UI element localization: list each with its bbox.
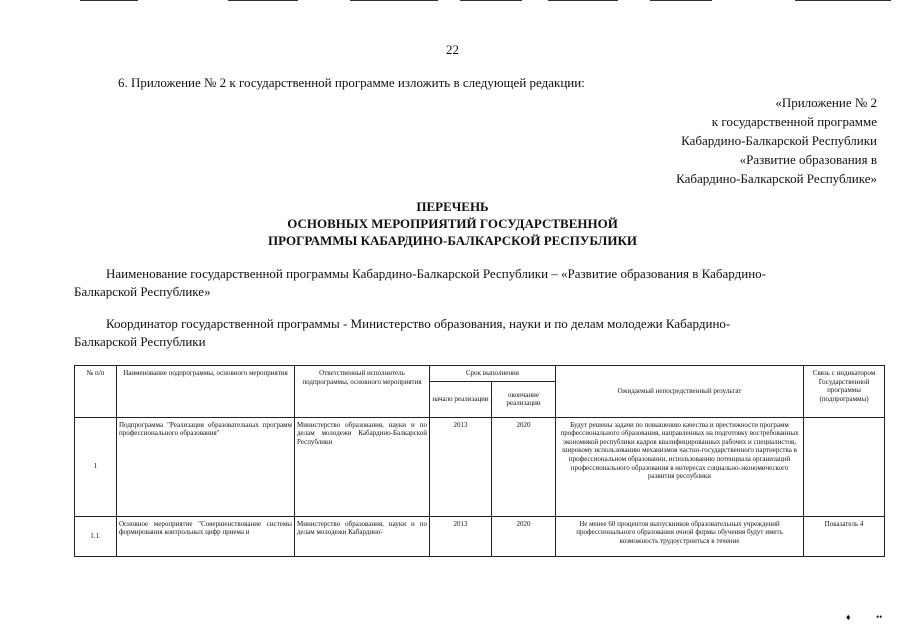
cell-link: Показатель 4 [804, 516, 885, 556]
cell-start: 2013 [430, 516, 492, 556]
program-name-line: Наименование государственной программы Кабардино-Балкарской Республики – «Развитие образования в Кабардино- [106, 266, 766, 281]
cell-result: Не менее 60 процентов выпускников образовательных учреждений профессионального образования очной формы обучения будут иметь возможность трудоустроиться в течение [556, 516, 804, 556]
cell-start: 2013 [430, 417, 492, 516]
scan-artifact-line [460, 0, 522, 1]
scan-mark: •• [876, 612, 883, 622]
table-row [75, 516, 885, 556]
cell-name: Подпрограмма "Реализация образовательных программ профессионального образования" [117, 417, 295, 516]
coordinator-line: Балкарской Республики [74, 334, 206, 349]
table-header-row [75, 366, 885, 382]
annex-line: «Приложение № 2 [775, 95, 877, 110]
intro-paragraph: 6. Приложение № 2 к государственной программе изложить в следующей редакции: [118, 75, 585, 90]
cell-num: 1 [75, 417, 117, 516]
header-start: начало реализации [430, 381, 492, 417]
annex-line: Кабардино-Балкарской Республики [681, 133, 877, 148]
cell-name: Основное мероприятие "Совершенствование системы формирования контрольных цифр приема и [117, 516, 295, 556]
scan-artifact-line [228, 0, 298, 1]
annex-header [676, 93, 877, 188]
program-name-line: Балкарской Республике» [74, 284, 211, 299]
header-num: № п/п [75, 366, 117, 418]
header-executor: Ответственный исполнитель подпрограммы, основного мероприятия [295, 366, 430, 418]
measures-table [74, 365, 885, 557]
page-number: 22 [446, 42, 459, 57]
header-end: окончание реализации [492, 381, 556, 417]
document-title [0, 198, 905, 249]
scan-mark: ♦ [846, 612, 851, 622]
scan-artifact-line [80, 0, 138, 1]
coordinator-line: Координатор государственной программы - Министерство образования, науки и по делам молодежи Кабардино- [106, 316, 731, 331]
header-result: Ожидаемый непосредственный результат [556, 366, 804, 418]
scan-artifact-line [795, 0, 891, 1]
annex-line: к государственной программе [711, 114, 877, 129]
header-period: Срок выполнения [430, 366, 556, 382]
title-line: ПРОГРАММЫ КАБАРДИНО-БАЛКАРСКОЙ РЕСПУБЛИКИ [267, 233, 637, 248]
cell-executor: Министерство образования, науки и по делам молодежи Кабардино-Балкарской Республики [295, 417, 430, 516]
program-name-paragraph [74, 265, 878, 301]
cell-end: 2020 [492, 516, 556, 556]
scan-artifact-line [548, 0, 618, 1]
header-link: Связь с индикатором Государственной программы (подпрограммы) [804, 366, 885, 418]
scan-artifact-line [350, 0, 438, 1]
annex-line: Кабардино-Балкарской Республике» [676, 171, 877, 186]
title-line: ОСНОВНЫХ МЕРОПРИЯТИЙ ГОСУДАРСТВЕННОЙ [287, 216, 618, 231]
cell-num: 1.1. [75, 516, 117, 556]
cell-result: Будут решены задачи по повышению качества и престижности программ профессионального образования, направленных на подготовку востребованных экономикой республики кадров квалифицированных рабочих и специалистов, широкому использованию механизмов частно-государственного партнерства в профессиональном образовании, использованию потенциала организаций профессионального образования в интересах социально-экономического развития республики [556, 417, 804, 516]
title-line: ПЕРЕЧЕНЬ [416, 199, 489, 214]
header-name: Наименование подпрограммы, основного мероприятия [117, 366, 295, 418]
scan-artifact-line [650, 0, 712, 1]
table-row [75, 417, 885, 516]
cell-end: 2020 [492, 417, 556, 516]
annex-line: «Развитие образования в [739, 152, 877, 167]
coordinator-paragraph [74, 315, 878, 351]
cell-link [804, 417, 885, 516]
cell-executor: Министерство образования, науки и по делам молодежи Кабардино- [295, 516, 430, 556]
